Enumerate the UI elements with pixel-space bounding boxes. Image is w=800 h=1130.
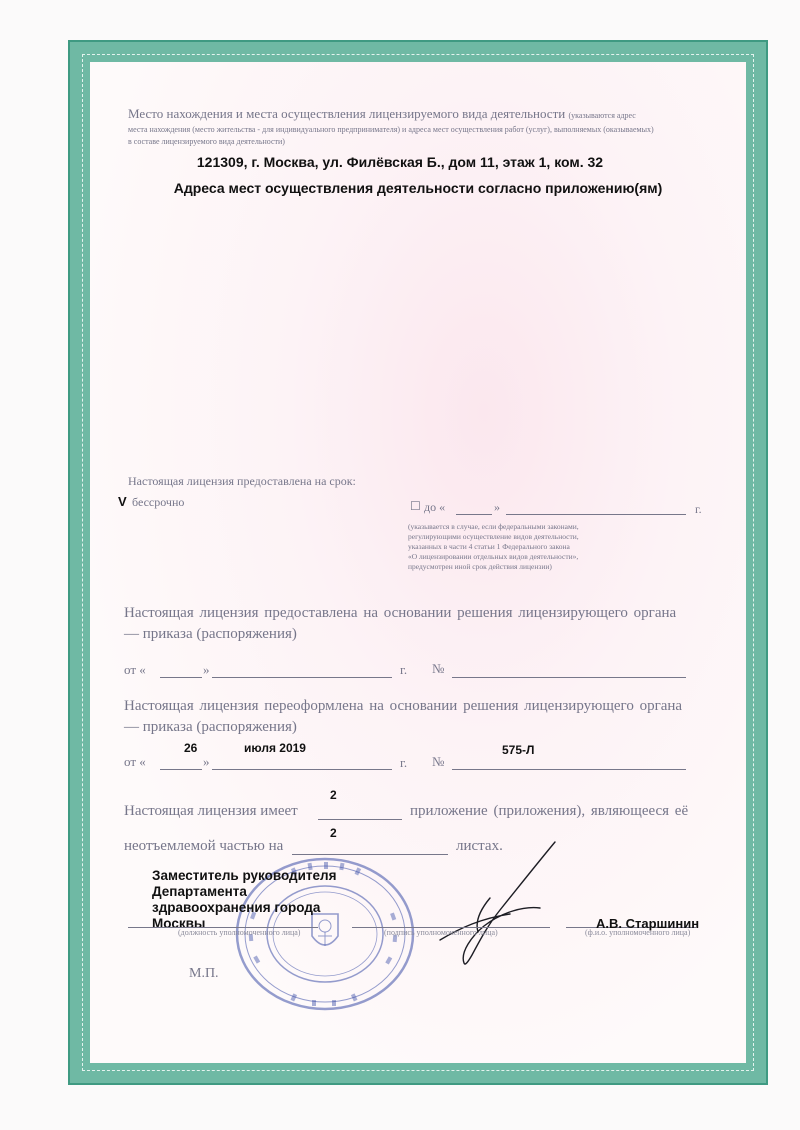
term-date-line xyxy=(506,514,686,515)
reissue-text-line1: Настоящая лицензия переоформлена на основании решения лицензирующего органа xyxy=(124,698,683,714)
basis-close-quote: » xyxy=(203,662,210,677)
basis-date-line xyxy=(212,677,392,678)
term-indefinite: бессрочно xyxy=(132,495,185,509)
section-note-line2: места нахождения (место жительства - для индивидуального предпринимателя) и адреса мест осуществления работ (услуг), выполняемых (оказываемых) xyxy=(128,125,654,134)
term-day-line xyxy=(456,514,492,515)
section-title xyxy=(128,106,636,122)
section-note-inline: (указываются адрес xyxy=(568,111,636,120)
term-note-line: (указывается в случае, если федеральными законами, xyxy=(408,522,579,531)
term-note xyxy=(408,522,579,572)
appendix-text-a: Настоящая лицензия имеет xyxy=(124,803,298,819)
addresses-note: Адреса мест осуществления деятельности согласно приложению(ям) xyxy=(173,180,663,196)
signer-name: А.В. Старшинин xyxy=(596,916,700,931)
appendix-sheets: 2 xyxy=(330,826,337,840)
section-title-text: Место нахождения и места осуществления лицензируемого вида деятельности xyxy=(128,106,566,121)
basis-year-suffix: г. xyxy=(400,662,408,677)
appendix-text-d: листах. xyxy=(456,838,503,854)
reissue-day: 26 xyxy=(184,741,198,755)
term-note-line: регулирующими осуществление видов деятельности, xyxy=(408,532,579,541)
handwritten-signature xyxy=(420,840,570,970)
reissue-number-line xyxy=(452,769,686,770)
seal-label: М.П. xyxy=(189,966,219,981)
signer-position-line: Департамента xyxy=(152,884,247,899)
reissue-close-quote: » xyxy=(203,754,210,769)
reissue-day-line xyxy=(160,769,202,770)
term-note-line: указанных в части 4 статьи 1 Федерального закона xyxy=(408,542,570,551)
name-caption: (ф.и.о. уполномоченного лица) xyxy=(585,928,691,937)
signer-position xyxy=(152,868,336,932)
signer-position-line: Москвы xyxy=(152,916,206,931)
signature-caption: (подпись уполномоченного лица) xyxy=(384,928,498,937)
appendix-text-c: неотъемлемой частью на xyxy=(124,838,284,854)
basis-text-line2: — приказа (распоряжения) xyxy=(124,626,297,642)
reissue-number: 575-Л xyxy=(502,743,535,757)
term-label: Настоящая лицензия предоставлена на срок: xyxy=(128,474,356,488)
reissue-date-line xyxy=(212,769,392,770)
reissue-year-suffix: г. xyxy=(400,755,408,770)
section-note-line3: в составе лицензируемого вида деятельности) xyxy=(128,137,285,146)
signer-position-line: Заместитель руководителя xyxy=(152,868,337,883)
term-note-line: предусмотрен иной срок действия лицензии) xyxy=(408,562,552,571)
basis-from-label: от « xyxy=(124,662,146,677)
appendix-count-line xyxy=(318,819,402,820)
reissue-month-year: июля 2019 xyxy=(244,741,306,755)
position-caption: (должность уполномоченного лица) xyxy=(178,928,301,937)
term-until-label: до « xyxy=(424,500,446,514)
basis-number-line xyxy=(452,677,686,678)
basis-day-line xyxy=(160,677,202,678)
appendix-text-b: приложение (приложения), являющееся её xyxy=(410,803,689,819)
term-checkmark: V xyxy=(118,494,127,509)
term-note-line: «О лицензировании отдельных видов деятельности», xyxy=(408,552,579,561)
reissue-from-label: от « xyxy=(124,754,146,769)
reissue-text-line2: — приказа (распоряжения) xyxy=(124,719,297,735)
basis-text-line1: Настоящая лицензия предоставлена на основании решения лицензирующего органа xyxy=(124,605,677,621)
address-line: 121309, г. Москва, ул. Филёвская Б., дом 11, этаж 1, ком. 32 xyxy=(196,154,604,170)
reissue-number-sign: № xyxy=(432,754,445,769)
signer-position-line: здравоохранения города xyxy=(152,900,321,915)
basis-number-sign: № xyxy=(432,661,445,676)
term-year-suffix: г. xyxy=(695,502,702,516)
term-close-quote: » xyxy=(494,500,500,514)
term-checkbox: ☐ xyxy=(410,499,421,513)
appendix-count: 2 xyxy=(330,788,337,802)
